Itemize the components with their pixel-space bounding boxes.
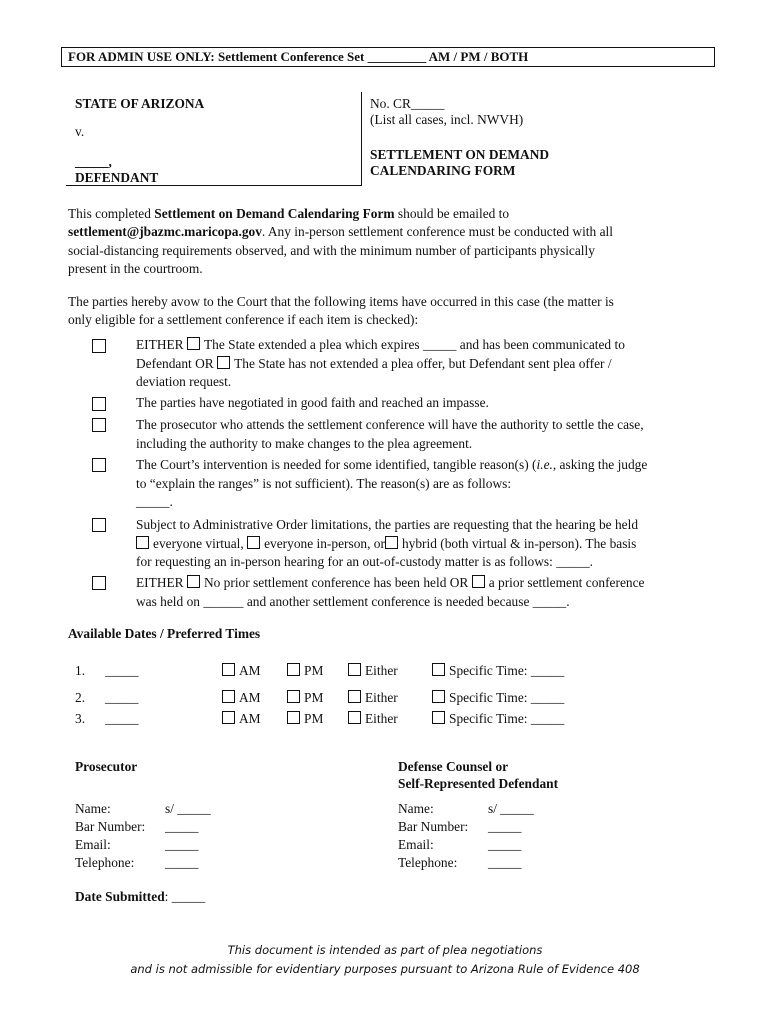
either-option[interactable] xyxy=(348,690,398,706)
item-text: deviation request. xyxy=(136,374,232,389)
everyone-virtual-checkbox[interactable] xyxy=(136,536,149,549)
specific-time-option[interactable] xyxy=(432,690,564,706)
either-label: Either xyxy=(365,663,398,678)
date-row-number: 3. xyxy=(75,711,86,726)
form-title-1: SETTLEMENT ON DEMAND xyxy=(370,147,550,162)
date-blank[interactable]: _____ xyxy=(105,690,139,705)
either-option[interactable] xyxy=(348,711,398,727)
plea-extended-checkbox[interactable] xyxy=(187,337,200,350)
item-3-checkbox[interactable] xyxy=(92,418,106,432)
intro-text: This completed xyxy=(68,206,155,221)
admin-banner-text: FOR ADMIN USE ONLY: Settlement Conference Set _________ AM / PM / BOTH xyxy=(68,49,529,64)
item-2: The parties have negotiated in good faith and reached an impasse. xyxy=(136,395,489,410)
prosecutor-bar-field[interactable]: _____ xyxy=(165,819,199,834)
either-label: Either xyxy=(365,690,398,705)
item-4 xyxy=(136,456,704,512)
specific-time-option[interactable] xyxy=(432,663,564,679)
item-text: Subject to Administrative Order limitations, the parties are requesting that the hearing be held xyxy=(136,517,639,532)
either-checkbox[interactable] xyxy=(348,690,361,703)
item-text: everyone virtual, xyxy=(153,535,244,551)
prosecutor-email-field[interactable]: _____ xyxy=(165,837,199,852)
avow-text: The parties hereby avow to the Court that the following items have occurred in this case (the matter is xyxy=(68,294,614,309)
reason-blank[interactable]: _____. xyxy=(136,494,173,509)
item-5 xyxy=(136,516,704,572)
am-option[interactable] xyxy=(222,711,261,727)
item-4-checkbox[interactable] xyxy=(92,458,106,472)
defense-bar-field[interactable]: _____ xyxy=(488,819,522,834)
date-row-number: 1. xyxy=(75,663,86,678)
defense-bar-label: Bar Number: xyxy=(398,819,469,834)
either-checkbox[interactable] xyxy=(348,711,361,724)
item-text: hybrid (both virtual & in-person). The basis xyxy=(401,535,637,551)
intro-text: social-distancing requirements observed, and with the minimum number of participants physically xyxy=(68,242,595,258)
either-option[interactable] xyxy=(348,663,398,679)
item-text: everyone in-person, or xyxy=(264,535,385,551)
specific-time-label: Specific Time: _____ xyxy=(449,690,565,705)
either-label: Either xyxy=(365,711,398,726)
intro-text: present in the courtroom. xyxy=(68,260,203,276)
form-title-2: CALENDARING FORM xyxy=(370,163,516,178)
caption-divider-vertical xyxy=(361,92,362,186)
pm-checkbox[interactable] xyxy=(287,711,300,724)
caption-divider-bottom xyxy=(66,185,362,186)
item-text-italic: i.e. xyxy=(536,457,553,472)
am-option[interactable] xyxy=(222,663,261,679)
avow-text: only eligible for a settlement conference if each item is checked): xyxy=(68,312,419,328)
date-blank[interactable]: _____ xyxy=(105,663,139,678)
item-1-checkbox[interactable] xyxy=(92,339,106,353)
dates-heading: Available Dates / Preferred Times xyxy=(68,626,261,641)
specific-time-label: Specific Time: _____ xyxy=(449,663,565,678)
am-label: AM xyxy=(239,711,261,726)
pm-option[interactable] xyxy=(287,711,323,727)
intro-text: should be emailed to xyxy=(394,206,510,221)
footer-line-2: and is not admissible for evidentiary purposes pursuant to Arizona Rule of Evidence 408 xyxy=(130,962,640,976)
item-text: The prosecutor who attends the settlement conference will have the authority to settle the case, xyxy=(136,417,644,432)
form-name: Settlement on Demand Calendaring Form xyxy=(154,206,395,221)
item-5-checkbox[interactable] xyxy=(92,518,106,532)
hybrid-checkbox[interactable] xyxy=(385,536,398,549)
defense-name-label: Name: xyxy=(398,801,434,816)
date-submitted xyxy=(75,889,205,905)
caption-state: STATE OF ARIZONA xyxy=(75,96,205,111)
item-1 xyxy=(136,336,704,392)
date-submitted-label: Date Submitted xyxy=(75,889,165,904)
defense-heading: Defense Counsel or xyxy=(398,759,509,774)
defense-name-field[interactable]: s/ _____ xyxy=(488,801,534,816)
prosecutor-telephone-field[interactable]: _____ xyxy=(165,855,199,870)
settlement-email: settlement@jbazmc.maricopa.gov xyxy=(68,224,262,240)
prosecutor-telephone-label: Telephone: xyxy=(75,855,135,870)
item-text: EITHER xyxy=(136,575,184,590)
caption-v: v. xyxy=(75,124,85,139)
defense-email-field[interactable]: _____ xyxy=(488,837,522,852)
specific-time-checkbox[interactable] xyxy=(432,711,445,724)
defense-telephone-label: Telephone: xyxy=(398,855,458,870)
item-text: for requesting an in-person hearing for an out-of-custody matter is as follows: _____. xyxy=(136,554,594,569)
footer-line-1: This document is intended as part of plea negotiations xyxy=(227,943,543,957)
item-6-checkbox[interactable] xyxy=(92,576,106,590)
am-label: AM xyxy=(239,690,261,705)
prosecutor-name-label: Name: xyxy=(75,801,111,816)
date-submitted-colon: : xyxy=(164,889,169,904)
pm-checkbox[interactable] xyxy=(287,690,300,703)
item-text: a prior settlement conference xyxy=(488,575,645,590)
pm-label: PM xyxy=(304,663,324,678)
defense-telephone-field[interactable]: _____ xyxy=(488,855,522,870)
item-text: , asking the judge xyxy=(552,457,648,472)
prosecutor-email-label: Email: xyxy=(75,837,111,852)
specific-time-label: Specific Time: _____ xyxy=(449,711,565,726)
caption-blank: _____, xyxy=(75,154,112,169)
intro-text: . Any in-person settlement conference must be conducted with all xyxy=(261,224,613,240)
specific-time-checkbox[interactable] xyxy=(432,663,445,676)
pm-option[interactable] xyxy=(287,663,323,679)
item-text: including the authority to make changes to the plea agreement. xyxy=(136,435,473,451)
prosecutor-heading: Prosecutor xyxy=(75,759,138,774)
item-text: The Court’s intervention is needed for some identified, tangible reason(s) ( xyxy=(136,457,537,472)
case-number: No. CR_____ xyxy=(370,96,445,111)
pm-checkbox[interactable] xyxy=(287,663,300,676)
avow-paragraph xyxy=(68,293,708,330)
specific-time-checkbox[interactable] xyxy=(432,690,445,703)
am-label: AM xyxy=(239,663,261,678)
prior-conference-checkbox[interactable] xyxy=(472,575,485,588)
no-prior-conference-checkbox[interactable] xyxy=(187,575,200,588)
pm-label: PM xyxy=(304,690,324,705)
date-submitted-field[interactable]: _____ xyxy=(171,889,206,904)
item-text: to “explain the ranges” is not sufficient). The reason(s) are as follows: xyxy=(136,475,512,491)
date-row-number: 2. xyxy=(75,690,86,705)
either-checkbox[interactable] xyxy=(348,663,361,676)
pm-label: PM xyxy=(304,711,324,726)
am-checkbox[interactable] xyxy=(222,690,235,703)
item-text: Defendant OR xyxy=(136,355,214,371)
defense-email-label: Email: xyxy=(398,837,434,852)
item-text: was held on ______ and another settlement conference is needed because _____. xyxy=(136,593,570,609)
prosecutor-name-field[interactable]: s/ _____ xyxy=(165,801,211,816)
specific-time-option[interactable] xyxy=(432,711,564,727)
item-text: No prior settlement conference has been held OR xyxy=(203,575,469,590)
caption-defendant: DEFENDANT xyxy=(75,170,159,185)
item-text: EITHER xyxy=(136,337,184,352)
pm-option[interactable] xyxy=(287,690,323,706)
item-3 xyxy=(136,416,704,453)
defense-heading-2: Self-Represented Defendant xyxy=(398,776,559,791)
am-option[interactable] xyxy=(222,690,261,706)
am-checkbox[interactable] xyxy=(222,663,235,676)
am-checkbox[interactable] xyxy=(222,711,235,724)
item-text: The State extended a plea which expires _____ and has been communicated to xyxy=(203,337,625,352)
plea-not-extended-checkbox[interactable] xyxy=(217,356,230,369)
case-note: (List all cases, incl. NWVH) xyxy=(370,112,524,127)
intro-paragraph xyxy=(68,205,708,278)
item-2-checkbox[interactable] xyxy=(92,397,106,411)
date-blank[interactable]: _____ xyxy=(105,711,139,726)
item-text: The State has not extended a plea offer, but Defendant sent plea offer / xyxy=(234,355,612,371)
admin-banner xyxy=(61,47,715,67)
everyone-in-person-checkbox[interactable] xyxy=(247,536,260,549)
item-6 xyxy=(136,574,704,611)
prosecutor-bar-label: Bar Number: xyxy=(75,819,146,834)
